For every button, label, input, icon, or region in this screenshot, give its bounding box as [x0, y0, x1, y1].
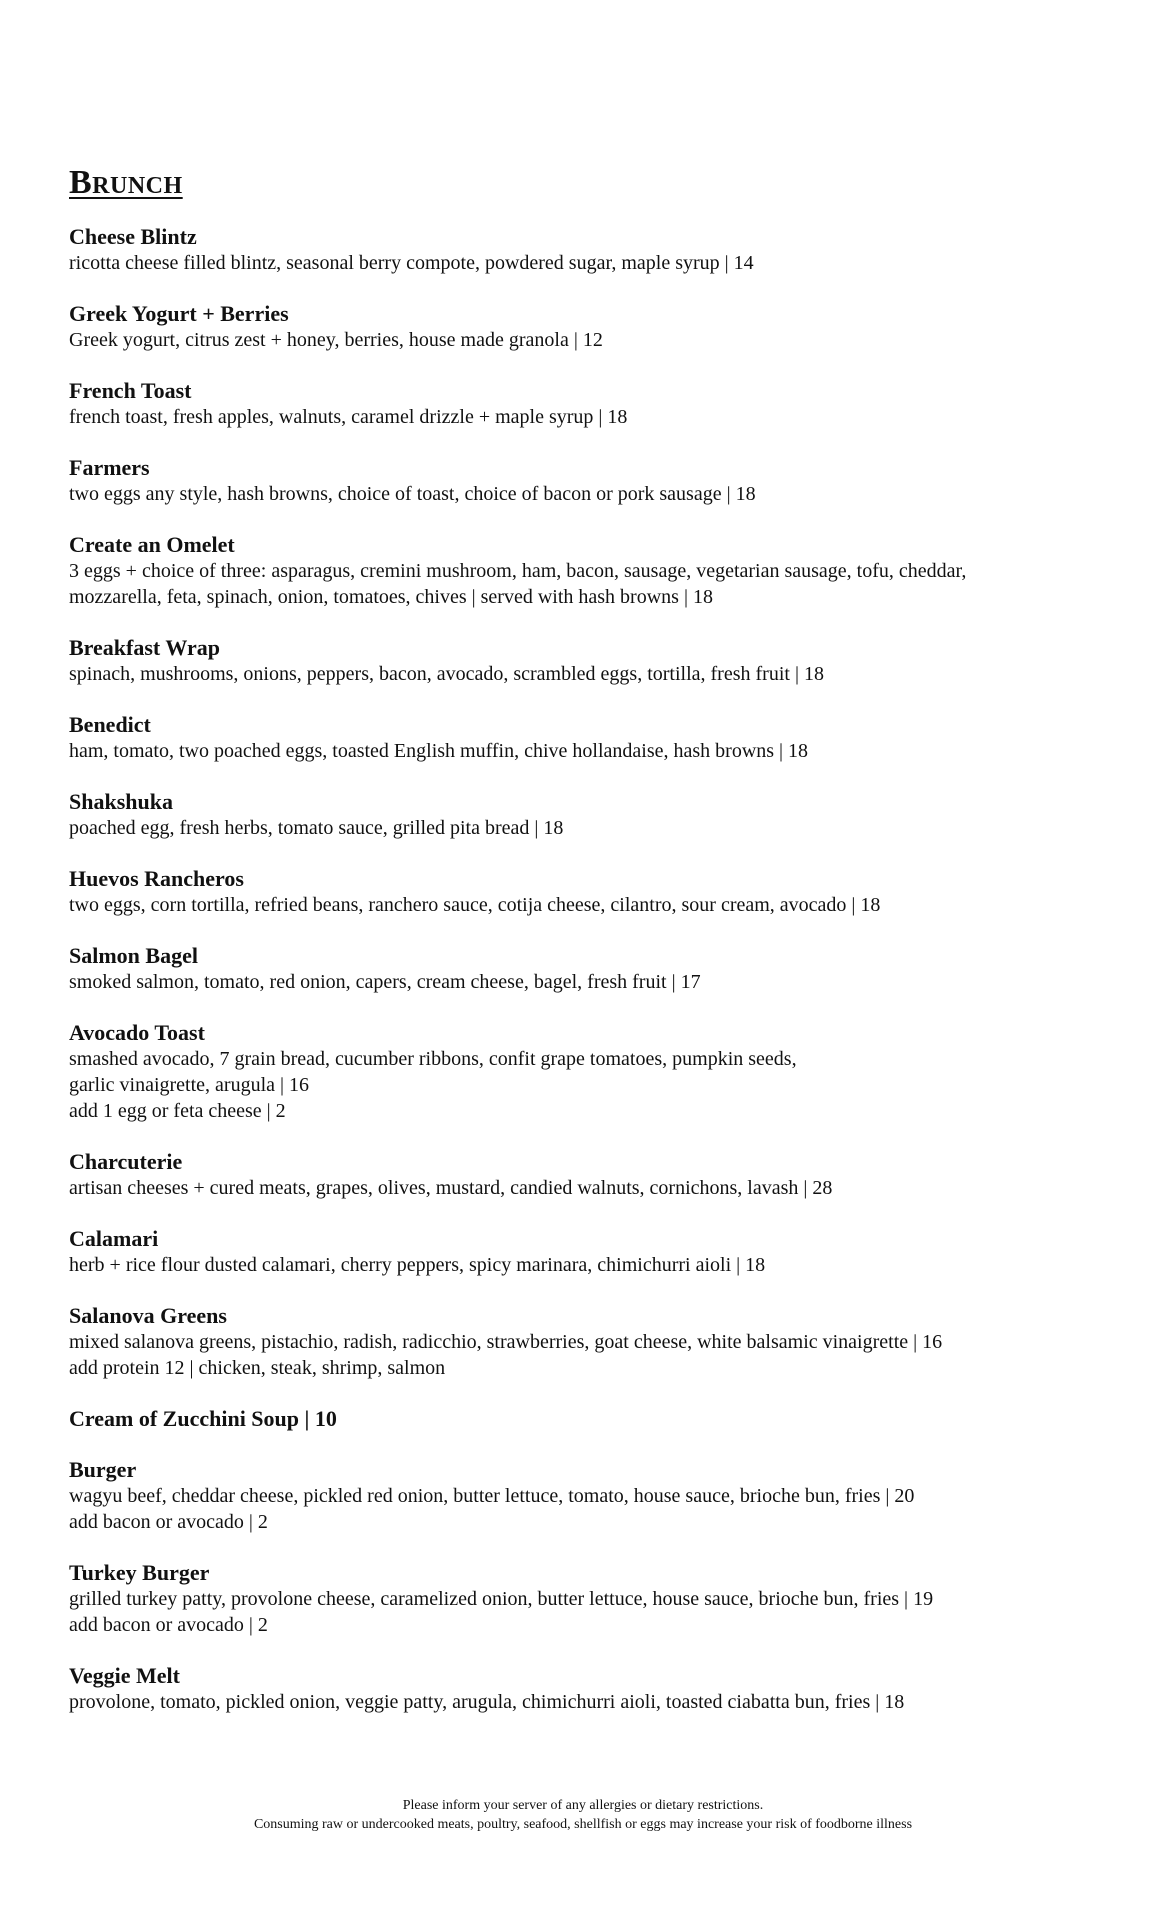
menu-item-name: Cheese Blintz — [69, 224, 197, 249]
menu-item-name: Shakshuka — [69, 789, 173, 814]
menu-item — [69, 789, 1109, 841]
menu-item — [69, 1149, 1109, 1201]
menu-item-name: Charcuterie — [69, 1149, 183, 1174]
menu-item-description: herb + rice flour dusted calamari, cherry peppers, spicy marinara, chimichurri aioli | 18 — [69, 1254, 766, 1276]
section-title: Brunch — [69, 164, 183, 201]
menu-item-name: Burger — [69, 1457, 137, 1482]
menu-item-name: Benedict — [69, 712, 151, 737]
menu-item-name: Greek Yogurt + Berries — [69, 301, 289, 326]
menu-item-name: French Toast — [69, 378, 192, 403]
menu-page — [69, 160, 1109, 1740]
menu-item — [69, 1226, 1109, 1278]
menu-item-name: Create an Omelet — [69, 532, 235, 557]
menu-item-description: 3 eggs + choice of three: asparagus, cremini mushroom, ham, bacon, sausage, vegetarian sausage, tofu, cheddar, — [69, 560, 967, 582]
menu-item-description: wagyu beef, cheddar cheese, pickled red onion, butter lettuce, tomato, house sauce, brioche bun, fries | 20 — [69, 1485, 915, 1507]
menu-item — [69, 532, 1109, 610]
menu-item-description: spinach, mushrooms, onions, peppers, bacon, avocado, scrambled eggs, tortilla, fresh fruit | 18 — [69, 663, 824, 685]
menu-item — [69, 1303, 1109, 1381]
menu-item-name: Salmon Bagel — [69, 943, 198, 968]
menu-item-description: ham, tomato, two poached eggs, toasted English muffin, chive hollandaise, hash browns | 18 — [69, 740, 809, 762]
footer — [0, 1796, 1166, 1834]
menu-item — [69, 1663, 1109, 1715]
menu-item-description: smashed avocado, 7 grain bread, cucumber ribbons, confit grape tomatoes, pumpkin seeds, — [69, 1048, 797, 1070]
menu-items-list — [69, 224, 1109, 1715]
menu-item-description: artisan cheeses + cured meats, grapes, olives, mustard, candied walnuts, cornichons, lavash | 28 — [69, 1177, 833, 1199]
menu-item-description: add bacon or avocado | 2 — [69, 1614, 268, 1636]
menu-item — [69, 1020, 1109, 1124]
menu-item — [69, 1560, 1109, 1638]
menu-item-description: smoked salmon, tomato, red onion, capers, cream cheese, bagel, fresh fruit | 17 — [69, 971, 701, 993]
menu-item-description: two eggs, corn tortilla, refried beans, ranchero sauce, cotija cheese, cilantro, sour cream, avocado | 18 — [69, 894, 881, 916]
menu-item — [69, 224, 1109, 276]
menu-item-name: Huevos Rancheros — [69, 866, 244, 891]
menu-item-description: mozzarella, feta, spinach, onion, tomatoes, chives | served with hash browns | 18 — [69, 586, 713, 608]
menu-item — [69, 1457, 1109, 1535]
menu-item — [69, 712, 1109, 764]
menu-item — [69, 378, 1109, 430]
menu-item-description: poached egg, fresh herbs, tomato sauce, grilled pita bread | 18 — [69, 817, 564, 839]
menu-item-name: Farmers — [69, 455, 150, 480]
menu-item-description: Greek yogurt, citrus zest + honey, berries, house made granola | 12 — [69, 329, 603, 351]
menu-item — [69, 943, 1109, 995]
menu-item-name: Turkey Burger — [69, 1560, 210, 1585]
menu-item-name: Veggie Melt — [69, 1663, 180, 1688]
menu-item-description: mixed salanova greens, pistachio, radish, radicchio, strawberries, goat cheese, white balsamic vinaigrette | 16 — [69, 1331, 943, 1353]
menu-item-description: add protein 12 | chicken, steak, shrimp, salmon — [69, 1357, 446, 1379]
allergy-notice: Please inform your server of any allergies or dietary restrictions. — [402, 1798, 764, 1813]
menu-item-description: grilled turkey patty, provolone cheese, caramelized onion, butter lettuce, house sauce, brioche bun, fries | 19 — [69, 1588, 934, 1610]
menu-item-description: add bacon or avocado | 2 — [69, 1511, 268, 1533]
menu-item-name: Cream of Zucchini Soup | 10 — [69, 1406, 337, 1431]
menu-item-name: Calamari — [69, 1226, 159, 1251]
menu-item — [69, 1406, 1109, 1432]
food-safety-notice: Consuming raw or undercooked meats, poultry, seafood, shellfish or eggs may increase your risk of foodborne illness — [253, 1817, 913, 1832]
menu-item — [69, 301, 1109, 353]
menu-item-description: add 1 egg or feta cheese | 2 — [69, 1100, 286, 1122]
menu-item-name: Avocado Toast — [69, 1020, 205, 1045]
menu-item-name: Breakfast Wrap — [69, 635, 220, 660]
menu-item-name: Salanova Greens — [69, 1303, 227, 1328]
menu-item — [69, 455, 1109, 507]
menu-item-description: two eggs any style, hash browns, choice of toast, choice of bacon or pork sausage | 18 — [69, 483, 756, 505]
menu-item — [69, 635, 1109, 687]
menu-item-description: ricotta cheese filled blintz, seasonal berry compote, powdered sugar, maple syrup | 14 — [69, 252, 754, 274]
menu-item — [69, 866, 1109, 918]
menu-item-description: provolone, tomato, pickled onion, veggie patty, arugula, chimichurri aioli, toasted ciabatta bun, fries | 18 — [69, 1691, 905, 1713]
menu-item-description: french toast, fresh apples, walnuts, caramel drizzle + maple syrup | 18 — [69, 406, 628, 428]
menu-item-description: garlic vinaigrette, arugula | 16 — [69, 1074, 310, 1096]
